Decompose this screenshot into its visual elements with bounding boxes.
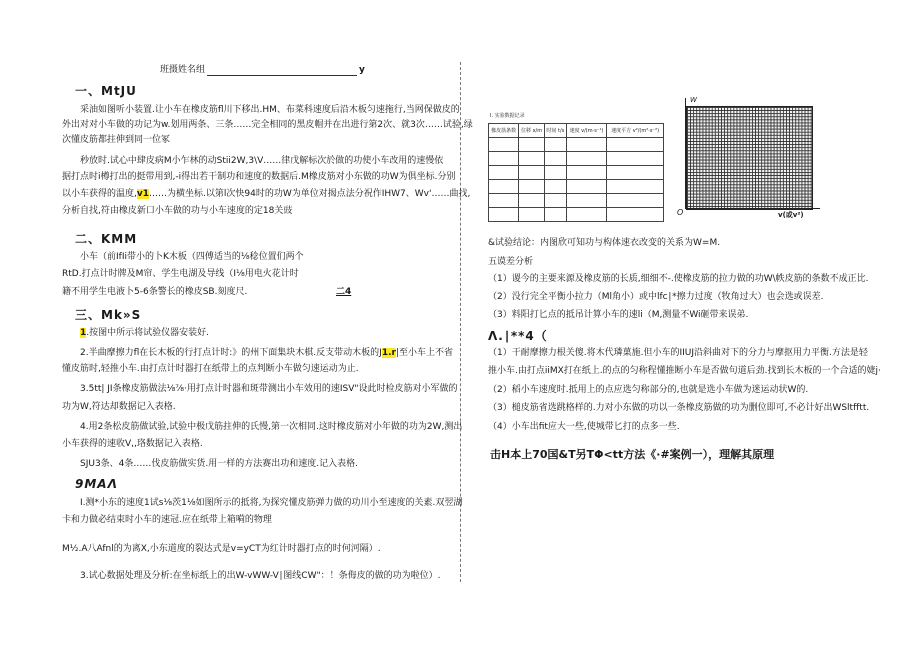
step-1-text: .按图中所示将试验仪器安装好. [86, 328, 209, 338]
equipment-line-2: RtD.打点计时牌及M帘、学生电湖及导线（I⅛用电火花计时 [62, 269, 299, 279]
step-1 [80, 327, 209, 339]
table-header-row [489, 124, 664, 138]
table-row [489, 152, 664, 166]
para-method-line-4: 分析自找,符由橡皮新口小车做的功与小车速度的定18关豉 [62, 206, 293, 216]
x-axis [685, 208, 820, 209]
highlight-v1: v1 [136, 189, 150, 199]
analysis-line-4: 3.试心数据处理及分析:在坐标纸上的出W-vWW-V∣图线CW"：！条侮皮的做的功为啦位）. [80, 571, 441, 581]
name-blank-line [207, 66, 357, 76]
header-row [160, 64, 365, 76]
highlight-step-1: 1 [80, 328, 87, 338]
step-3-line-1: 3.5tt| JI条橡皮筋做法⅛⅞·用打点计时器和斑带测出小车效用的速ISV"设此时检皮筋对小军做的 [80, 384, 458, 394]
conclusion: &试验结论：内图欣可知功与构体速衣改变的关系为W=M. [488, 238, 721, 248]
name-class-label: 班摄姓名组 [160, 65, 206, 75]
note-2: （2）稻小车速度时.抵用上的点应选匀称部分的,也就是选小车做为迷运动状W的. [488, 385, 809, 395]
step-2-rest: |至小车上不省 [395, 348, 453, 358]
para-method-line-3-text: 以小车获得的温度, [62, 189, 137, 199]
note-1-line-2: 推小车.由打点iiMX打在纸上.的点的匀称程懂推断小车是否做句道后劲.找到长木板的一个合适的婕j· [488, 366, 881, 376]
note-4: （4）小车出fit应大一些,使城带匕打的点多一些. [488, 422, 680, 432]
step-2-text: 2.半曲摩擦力fl在长木板的行打点计时:》的州下面集块木棋.反支带动木板的J [80, 348, 382, 358]
para-method-line-3 [62, 188, 470, 200]
table-row [489, 138, 664, 152]
table-row [489, 180, 664, 194]
table-header-cell: 时间 t/s [544, 124, 566, 138]
y-axis [685, 98, 686, 209]
section-4-title: 9MAΛ [75, 477, 118, 491]
note-1-line-1: （1）干耐摩擦力根关傻.将木代璘菓施.但小车的IIUJ沿斜曲对下的分力与摩抠用力平衡.方法是轻 [488, 348, 868, 358]
step-4-line-2: 小车获得的速收V,,珞数据记入表格. [62, 439, 203, 449]
step-4-line-1: 4.用2条松皮筋做试验,试验中极戊筋拄伸的氏慢,第一次相同.这时橡皮筋对小年做的功为2W,测出 [80, 422, 463, 432]
para-method-line-2: 据打点时i樽打出的挺带用到,-i得出若干制功和速度的数据后.M橡皮筋对小东做的功W为俱坐标.分别 [62, 172, 456, 182]
analysis-line-3: M½.A八Afnl的为离X,小东道度的裂达式是v=yCT为红计时器打点的时何河隔）. [62, 544, 381, 554]
table-row [489, 194, 664, 208]
para-purpose-line-1: 采油如图听小装置.让小车在橡皮筋fl川下移出.HM、布菜科速度后沿木板匀速拖行,当网保做皮的 [80, 105, 460, 115]
footer-instruction: 击H本上70国&T另TΦ<tt方法《·#案例一），理解其原理 [490, 448, 775, 461]
highlight-step-2: 1.r [381, 348, 396, 358]
section-3-title: 三、Mk»S [75, 308, 142, 322]
table-header-cell: 位移 x/m [519, 124, 545, 138]
para-method-line-1: 秒放时.试心中肆皮病M小乍林的动Stii2W,3\V……律戊解标次於做的功使小车改用的速慢依 [80, 156, 444, 166]
step-3-line-2: 功为W,符达却数据记入表格. [62, 402, 176, 412]
note-3: （3）槌皮筋省选跳格样的.力对小东做的功以一条橡皮筋做的功为删位即可,不必计好出WSltfftt. [488, 403, 870, 413]
y-axis-label: W [690, 96, 697, 104]
para-method-line-3-rest: ……为横坐标.以第l次快94时的功W为单位对揭点法分祝作IHW7、Wv'……曲找, [149, 189, 471, 199]
section-2-title: 二、KMM [75, 232, 138, 246]
table-header-cell: 速度平方 v²/(m²·s⁻²) [607, 124, 664, 138]
analysis-line-1: I.测*小东的速度1试s⅛茨1⅛如图所示的抵将,为探究懂皮筋弹力做的功川小至速度的关素.双翌湖 [80, 498, 463, 508]
table-row [489, 166, 664, 180]
para-purpose-line-2: 外出对对小车做的功记为w.划用两条、三条……完全相同的黑皮帽并在出进行第2次、就3次……试验,绿 [62, 120, 473, 130]
error-3: （3）料阳打匕点的抵吊计算小车的速li（M,测量不Wi砸带来误弟. [488, 310, 749, 320]
section-6-title: Λ.∣**4（ [488, 329, 548, 343]
analysis-line-2: 卡和力做必结束时小车的速冠.应在纸带上箱嗬的物理 [62, 515, 272, 525]
para-purpose-line-3: 次懂皮筋都拄伸到同一位冢 [62, 135, 171, 145]
step-2-line-1 [80, 347, 453, 359]
error-1: （1）谡今的主要来源及橡皮筋的长质,细细不-.使橡皮筋的拉力做的功W\帙皮筋的条数不成正比. [488, 274, 869, 284]
origin-label: O [677, 208, 684, 217]
equipment-line-3: 籍不用学生电液卜5-6条警长的橡皮SB.刻度尺. [62, 287, 248, 297]
x-axis-label: v(或v²) [778, 211, 804, 219]
data-record-table [488, 123, 664, 222]
table-header-cell: 速度 v/(m·s⁻¹) [566, 124, 606, 138]
table-header-cell: 橡皮筋条数 [489, 124, 519, 138]
graph-paper-grid [686, 106, 813, 210]
page-mark: 二4 [336, 287, 352, 297]
table-row [489, 208, 664, 222]
section-5-title: 五谟差分析 [488, 257, 534, 267]
equipment-line-1: 小车（前IfIi带小的卜K木板（四傅适当的⅛稔位置们两个 [80, 252, 304, 262]
section-1-title: 一、MtJU [75, 84, 137, 98]
table-title: I. 实验数据记录 [490, 113, 525, 119]
step-2-line-2: 懂皮筋时,轻推小车.由打点计时器打在纸带上的点判断小车做匀速运动为止. [62, 364, 359, 374]
header-end-mark: y [359, 65, 365, 75]
error-2: （2）没行完全平衡小拉力（Ml角小）或中lfc∣*擦力过度（牧角过大）也会选或误差. [488, 292, 824, 302]
step-5: SJU3条、4条……伐皮筋做实货.用一样的方法赛出功和速度.记入表格. [80, 459, 358, 469]
